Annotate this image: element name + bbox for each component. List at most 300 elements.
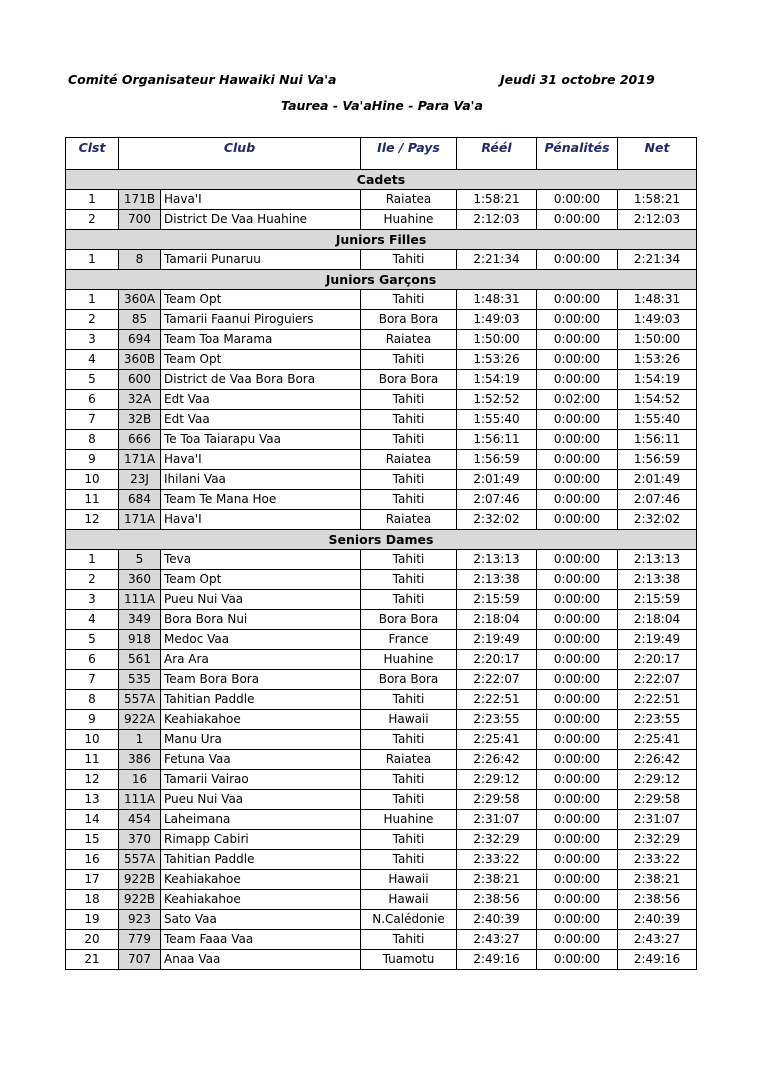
- rank-cell: 5: [66, 630, 119, 650]
- net-time-cell: 2:13:13: [618, 550, 697, 570]
- penalty-cell: 0:00:00: [537, 590, 618, 610]
- net-time-cell: 2:21:34: [618, 250, 697, 270]
- rank-cell: 14: [66, 810, 119, 830]
- island-cell: Hawaii: [361, 710, 457, 730]
- penalty-cell: 0:00:00: [537, 370, 618, 390]
- island-cell: Raiatea: [361, 190, 457, 210]
- penalty-cell: 0:00:00: [537, 630, 618, 650]
- real-time-cell: 2:23:55: [457, 710, 537, 730]
- real-time-cell: 2:01:49: [457, 470, 537, 490]
- bib-cell: 700: [119, 210, 161, 230]
- club-cell: Team Opt: [161, 350, 361, 370]
- bib-cell: 557A: [119, 850, 161, 870]
- penalty-cell: 0:00:00: [537, 490, 618, 510]
- net-time-cell: 2:43:27: [618, 930, 697, 950]
- club-cell: Tamarii Faanui Piroguiers: [161, 310, 361, 330]
- real-time-cell: 1:54:19: [457, 370, 537, 390]
- organizer-title: Comité Organisateur Hawaiki Nui Va'a: [68, 72, 337, 87]
- rank-cell: 10: [66, 470, 119, 490]
- bib-cell: 32A: [119, 390, 161, 410]
- rank-cell: 12: [66, 770, 119, 790]
- bib-cell: 918: [119, 630, 161, 650]
- rank-cell: 7: [66, 670, 119, 690]
- penalty-cell: 0:00:00: [537, 650, 618, 670]
- net-time-cell: 2:19:49: [618, 630, 697, 650]
- club-cell: Te Toa Taiarapu Vaa: [161, 430, 361, 450]
- island-cell: Tahiti: [361, 490, 457, 510]
- net-time-cell: 2:15:59: [618, 590, 697, 610]
- table-row: [66, 810, 697, 830]
- real-time-cell: 2:20:17: [457, 650, 537, 670]
- penalty-cell: 0:00:00: [537, 330, 618, 350]
- real-time-cell: 2:22:51: [457, 690, 537, 710]
- real-time-cell: 2:21:34: [457, 250, 537, 270]
- real-time-cell: 1:49:03: [457, 310, 537, 330]
- bib-cell: 85: [119, 310, 161, 330]
- rank-cell: 10: [66, 730, 119, 750]
- penalty-cell: 0:00:00: [537, 350, 618, 370]
- table-row: [66, 410, 697, 430]
- rank-cell: 1: [66, 190, 119, 210]
- table-row: [66, 350, 697, 370]
- club-cell: Team Opt: [161, 290, 361, 310]
- club-cell: Tamarii Vairao: [161, 770, 361, 790]
- table-row: [66, 770, 697, 790]
- club-cell: Hava'I: [161, 450, 361, 470]
- rank-cell: 2: [66, 310, 119, 330]
- penalty-cell: 0:00:00: [537, 770, 618, 790]
- island-cell: Hawaii: [361, 870, 457, 890]
- table-row: [66, 470, 697, 490]
- real-time-cell: 2:22:07: [457, 670, 537, 690]
- results-body: [66, 170, 697, 970]
- table-row: [66, 910, 697, 930]
- rank-cell: 13: [66, 790, 119, 810]
- real-time-cell: 1:50:00: [457, 330, 537, 350]
- real-time-cell: 1:56:59: [457, 450, 537, 470]
- net-time-cell: 1:56:59: [618, 450, 697, 470]
- net-time-cell: 2:33:22: [618, 850, 697, 870]
- net-time-cell: 2:22:07: [618, 670, 697, 690]
- real-time-cell: 2:29:58: [457, 790, 537, 810]
- table-row: [66, 930, 697, 950]
- column-header-island: Ile / Pays: [361, 138, 457, 170]
- bib-cell: 360A: [119, 290, 161, 310]
- table-row: [66, 690, 697, 710]
- real-time-cell: 2:13:38: [457, 570, 537, 590]
- real-time-cell: 2:26:42: [457, 750, 537, 770]
- island-cell: Tahiti: [361, 250, 457, 270]
- club-cell: Edt Vaa: [161, 390, 361, 410]
- bib-cell: 32B: [119, 410, 161, 430]
- rank-cell: 4: [66, 350, 119, 370]
- penalty-cell: 0:00:00: [537, 410, 618, 430]
- column-header-rank: Clst: [66, 138, 119, 170]
- rank-cell: 8: [66, 430, 119, 450]
- island-cell: Tahiti: [361, 770, 457, 790]
- table-row: [66, 710, 697, 730]
- real-time-cell: 1:56:11: [457, 430, 537, 450]
- table-row: [66, 310, 697, 330]
- table-row: [66, 650, 697, 670]
- real-time-cell: 1:48:31: [457, 290, 537, 310]
- real-time-cell: 2:31:07: [457, 810, 537, 830]
- club-cell: Team Te Mana Hoe: [161, 490, 361, 510]
- club-cell: Pueu Nui Vaa: [161, 590, 361, 610]
- net-time-cell: 2:12:03: [618, 210, 697, 230]
- net-time-cell: 1:54:19: [618, 370, 697, 390]
- club-cell: District De Vaa Huahine: [161, 210, 361, 230]
- rank-cell: 17: [66, 870, 119, 890]
- net-time-cell: 2:18:04: [618, 610, 697, 630]
- table-row: [66, 850, 697, 870]
- island-cell: Tahiti: [361, 590, 457, 610]
- island-cell: Raiatea: [361, 750, 457, 770]
- club-cell: Edt Vaa: [161, 410, 361, 430]
- penalty-cell: 0:00:00: [537, 750, 618, 770]
- real-time-cell: 2:07:46: [457, 490, 537, 510]
- real-time-cell: 2:12:03: [457, 210, 537, 230]
- club-cell: Bora Bora Nui: [161, 610, 361, 630]
- table-row: [66, 250, 697, 270]
- club-cell: Ara Ara: [161, 650, 361, 670]
- penalty-cell: 0:00:00: [537, 190, 618, 210]
- bib-cell: 666: [119, 430, 161, 450]
- bib-cell: 171A: [119, 450, 161, 470]
- rank-cell: 12: [66, 510, 119, 530]
- club-cell: Ihilani Vaa: [161, 470, 361, 490]
- bib-cell: 386: [119, 750, 161, 770]
- bib-cell: 8: [119, 250, 161, 270]
- club-cell: Laheimana: [161, 810, 361, 830]
- column-header-real-time: Réél: [457, 138, 537, 170]
- net-time-cell: 2:32:29: [618, 830, 697, 850]
- table-row: [66, 950, 697, 970]
- real-time-cell: 2:43:27: [457, 930, 537, 950]
- rank-cell: 5: [66, 370, 119, 390]
- island-cell: Tahiti: [361, 470, 457, 490]
- net-time-cell: 1:55:40: [618, 410, 697, 430]
- club-cell: Manu Ura: [161, 730, 361, 750]
- column-header-net-time: Net: [618, 138, 697, 170]
- table-header-row: [66, 138, 697, 170]
- rank-cell: 1: [66, 550, 119, 570]
- island-cell: Raiatea: [361, 330, 457, 350]
- island-cell: France: [361, 630, 457, 650]
- penalty-cell: 0:00:00: [537, 510, 618, 530]
- results-table: [65, 137, 697, 970]
- rank-cell: 11: [66, 750, 119, 770]
- table-row: [66, 450, 697, 470]
- rank-cell: 1: [66, 250, 119, 270]
- real-time-cell: 1:58:21: [457, 190, 537, 210]
- island-cell: Bora Bora: [361, 610, 457, 630]
- table-row: [66, 210, 697, 230]
- island-cell: Huahine: [361, 810, 457, 830]
- penalty-cell: 0:00:00: [537, 610, 618, 630]
- column-header-penalties: Pénalités: [537, 138, 618, 170]
- club-cell: Anaa Vaa: [161, 950, 361, 970]
- net-time-cell: 2:23:55: [618, 710, 697, 730]
- penalty-cell: 0:00:00: [537, 250, 618, 270]
- net-time-cell: 1:48:31: [618, 290, 697, 310]
- net-time-cell: 2:01:49: [618, 470, 697, 490]
- real-time-cell: 1:55:40: [457, 410, 537, 430]
- net-time-cell: 2:32:02: [618, 510, 697, 530]
- island-cell: Bora Bora: [361, 310, 457, 330]
- net-time-cell: 2:22:51: [618, 690, 697, 710]
- bib-cell: 923: [119, 910, 161, 930]
- bib-cell: 707: [119, 950, 161, 970]
- real-time-cell: 2:38:21: [457, 870, 537, 890]
- penalty-cell: 0:02:00: [537, 390, 618, 410]
- real-time-cell: 1:52:52: [457, 390, 537, 410]
- club-cell: Keahiakahoe: [161, 890, 361, 910]
- real-time-cell: 2:19:49: [457, 630, 537, 650]
- rank-cell: 2: [66, 570, 119, 590]
- club-cell: Fetuna Vaa: [161, 750, 361, 770]
- event-title: Taurea - Va'aHine - Para Va'a: [281, 98, 483, 113]
- club-cell: Keahiakahoe: [161, 870, 361, 890]
- bib-cell: 684: [119, 490, 161, 510]
- penalty-cell: 0:00:00: [537, 670, 618, 690]
- rank-cell: 21: [66, 950, 119, 970]
- category-header-row: [66, 270, 697, 290]
- penalty-cell: 0:00:00: [537, 910, 618, 930]
- island-cell: Tahiti: [361, 730, 457, 750]
- club-cell: Pueu Nui Vaa: [161, 790, 361, 810]
- table-row: [66, 430, 697, 450]
- island-cell: Raiatea: [361, 510, 457, 530]
- rank-cell: 18: [66, 890, 119, 910]
- island-cell: Raiatea: [361, 450, 457, 470]
- table-row: [66, 870, 697, 890]
- rank-cell: 15: [66, 830, 119, 850]
- island-cell: Tahiti: [361, 830, 457, 850]
- bib-cell: 171B: [119, 190, 161, 210]
- rank-cell: 11: [66, 490, 119, 510]
- bib-cell: 171A: [119, 510, 161, 530]
- penalty-cell: 0:00:00: [537, 730, 618, 750]
- rank-cell: 8: [66, 690, 119, 710]
- net-time-cell: 2:20:17: [618, 650, 697, 670]
- table-row: [66, 830, 697, 850]
- net-time-cell: 2:07:46: [618, 490, 697, 510]
- penalty-cell: 0:00:00: [537, 790, 618, 810]
- net-time-cell: 1:53:26: [618, 350, 697, 370]
- bib-cell: 1: [119, 730, 161, 750]
- race-date: Jeudi 31 octobre 2019: [500, 72, 655, 87]
- penalty-cell: 0:00:00: [537, 710, 618, 730]
- club-cell: Tamarii Punaruu: [161, 250, 361, 270]
- bib-cell: 16: [119, 770, 161, 790]
- bib-cell: 111A: [119, 590, 161, 610]
- bib-cell: 360: [119, 570, 161, 590]
- table-row: [66, 590, 697, 610]
- island-cell: Huahine: [361, 210, 457, 230]
- penalty-cell: 0:00:00: [537, 310, 618, 330]
- table-row: [66, 630, 697, 650]
- club-cell: Sato Vaa: [161, 910, 361, 930]
- net-time-cell: 1:49:03: [618, 310, 697, 330]
- club-cell: Tahitian Paddle: [161, 690, 361, 710]
- bib-cell: 600: [119, 370, 161, 390]
- net-time-cell: 2:40:39: [618, 910, 697, 930]
- table-row: [66, 190, 697, 210]
- net-time-cell: 2:13:38: [618, 570, 697, 590]
- net-time-cell: 2:25:41: [618, 730, 697, 750]
- club-cell: Hava'I: [161, 190, 361, 210]
- rank-cell: 9: [66, 710, 119, 730]
- rank-cell: 3: [66, 330, 119, 350]
- net-time-cell: 1:56:11: [618, 430, 697, 450]
- net-time-cell: 2:38:21: [618, 870, 697, 890]
- table-row: [66, 550, 697, 570]
- club-cell: Team Faaa Vaa: [161, 930, 361, 950]
- table-row: [66, 750, 697, 770]
- rank-cell: 2: [66, 210, 119, 230]
- island-cell: N.Calédonie: [361, 910, 457, 930]
- penalty-cell: 0:00:00: [537, 830, 618, 850]
- net-time-cell: 1:58:21: [618, 190, 697, 210]
- rank-cell: 9: [66, 450, 119, 470]
- club-cell: District de Vaa Bora Bora: [161, 370, 361, 390]
- net-time-cell: 2:26:42: [618, 750, 697, 770]
- penalty-cell: 0:00:00: [537, 550, 618, 570]
- table-row: [66, 390, 697, 410]
- island-cell: Bora Bora: [361, 370, 457, 390]
- penalty-cell: 0:00:00: [537, 810, 618, 830]
- island-cell: Tahiti: [361, 930, 457, 950]
- island-cell: Tahiti: [361, 550, 457, 570]
- category-title: Cadets: [66, 170, 697, 190]
- rank-cell: 16: [66, 850, 119, 870]
- penalty-cell: 0:00:00: [537, 950, 618, 970]
- table-row: [66, 610, 697, 630]
- club-cell: Rimapp Cabiri: [161, 830, 361, 850]
- table-row: [66, 570, 697, 590]
- club-cell: Team Opt: [161, 570, 361, 590]
- bib-cell: 5: [119, 550, 161, 570]
- penalty-cell: 0:00:00: [537, 870, 618, 890]
- penalty-cell: 0:00:00: [537, 450, 618, 470]
- real-time-cell: 2:40:39: [457, 910, 537, 930]
- club-cell: Medoc Vaa: [161, 630, 361, 650]
- real-time-cell: 1:53:26: [457, 350, 537, 370]
- table-row: [66, 890, 697, 910]
- real-time-cell: 2:18:04: [457, 610, 537, 630]
- real-time-cell: 2:32:02: [457, 510, 537, 530]
- category-title: Seniors Dames: [66, 530, 697, 550]
- penalty-cell: 0:00:00: [537, 930, 618, 950]
- rank-cell: 4: [66, 610, 119, 630]
- table-row: [66, 510, 697, 530]
- club-cell: Tahitian Paddle: [161, 850, 361, 870]
- net-time-cell: 2:29:58: [618, 790, 697, 810]
- island-cell: Hawaii: [361, 890, 457, 910]
- penalty-cell: 0:00:00: [537, 470, 618, 490]
- island-cell: Huahine: [361, 650, 457, 670]
- category-header-row: [66, 530, 697, 550]
- bib-cell: 360B: [119, 350, 161, 370]
- rank-cell: 6: [66, 390, 119, 410]
- club-cell: Teva: [161, 550, 361, 570]
- bib-cell: 922B: [119, 890, 161, 910]
- penalty-cell: 0:00:00: [537, 890, 618, 910]
- bib-cell: 922A: [119, 710, 161, 730]
- penalty-cell: 0:00:00: [537, 210, 618, 230]
- table-row: [66, 490, 697, 510]
- rank-cell: 3: [66, 590, 119, 610]
- island-cell: Tahiti: [361, 390, 457, 410]
- island-cell: Bora Bora: [361, 670, 457, 690]
- penalty-cell: 0:00:00: [537, 850, 618, 870]
- category-header-row: [66, 230, 697, 250]
- club-cell: Team Toa Marama: [161, 330, 361, 350]
- category-title: Juniors Filles: [66, 230, 697, 250]
- bib-cell: 111A: [119, 790, 161, 810]
- category-title: Juniors Garçons: [66, 270, 697, 290]
- island-cell: Tahiti: [361, 290, 457, 310]
- bib-cell: 779: [119, 930, 161, 950]
- bib-cell: 561: [119, 650, 161, 670]
- net-time-cell: 2:31:07: [618, 810, 697, 830]
- island-cell: Tahiti: [361, 790, 457, 810]
- island-cell: Tuamotu: [361, 950, 457, 970]
- island-cell: Tahiti: [361, 850, 457, 870]
- table-row: [66, 370, 697, 390]
- real-time-cell: 2:38:56: [457, 890, 537, 910]
- rank-cell: 6: [66, 650, 119, 670]
- island-cell: Tahiti: [361, 430, 457, 450]
- bib-cell: 922B: [119, 870, 161, 890]
- club-cell: Team Bora Bora: [161, 670, 361, 690]
- penalty-cell: 0:00:00: [537, 690, 618, 710]
- penalty-cell: 0:00:00: [537, 430, 618, 450]
- table-row: [66, 290, 697, 310]
- club-cell: Hava'I: [161, 510, 361, 530]
- table-row: [66, 330, 697, 350]
- real-time-cell: 2:13:13: [457, 550, 537, 570]
- net-time-cell: 1:54:52: [618, 390, 697, 410]
- net-time-cell: 2:29:12: [618, 770, 697, 790]
- real-time-cell: 2:29:12: [457, 770, 537, 790]
- real-time-cell: 2:49:16: [457, 950, 537, 970]
- column-header-club: Club: [119, 138, 361, 170]
- rank-cell: 1: [66, 290, 119, 310]
- island-cell: Tahiti: [361, 350, 457, 370]
- penalty-cell: 0:00:00: [537, 570, 618, 590]
- bib-cell: 557A: [119, 690, 161, 710]
- bib-cell: 370: [119, 830, 161, 850]
- table-row: [66, 730, 697, 750]
- island-cell: Tahiti: [361, 690, 457, 710]
- bib-cell: 23J: [119, 470, 161, 490]
- real-time-cell: 2:15:59: [457, 590, 537, 610]
- real-time-cell: 2:33:22: [457, 850, 537, 870]
- table-row: [66, 670, 697, 690]
- bib-cell: 694: [119, 330, 161, 350]
- table-row: [66, 790, 697, 810]
- island-cell: Tahiti: [361, 410, 457, 430]
- real-time-cell: 2:32:29: [457, 830, 537, 850]
- category-header-row: [66, 170, 697, 190]
- bib-cell: 454: [119, 810, 161, 830]
- rank-cell: 20: [66, 930, 119, 950]
- real-time-cell: 2:25:41: [457, 730, 537, 750]
- island-cell: Tahiti: [361, 570, 457, 590]
- rank-cell: 19: [66, 910, 119, 930]
